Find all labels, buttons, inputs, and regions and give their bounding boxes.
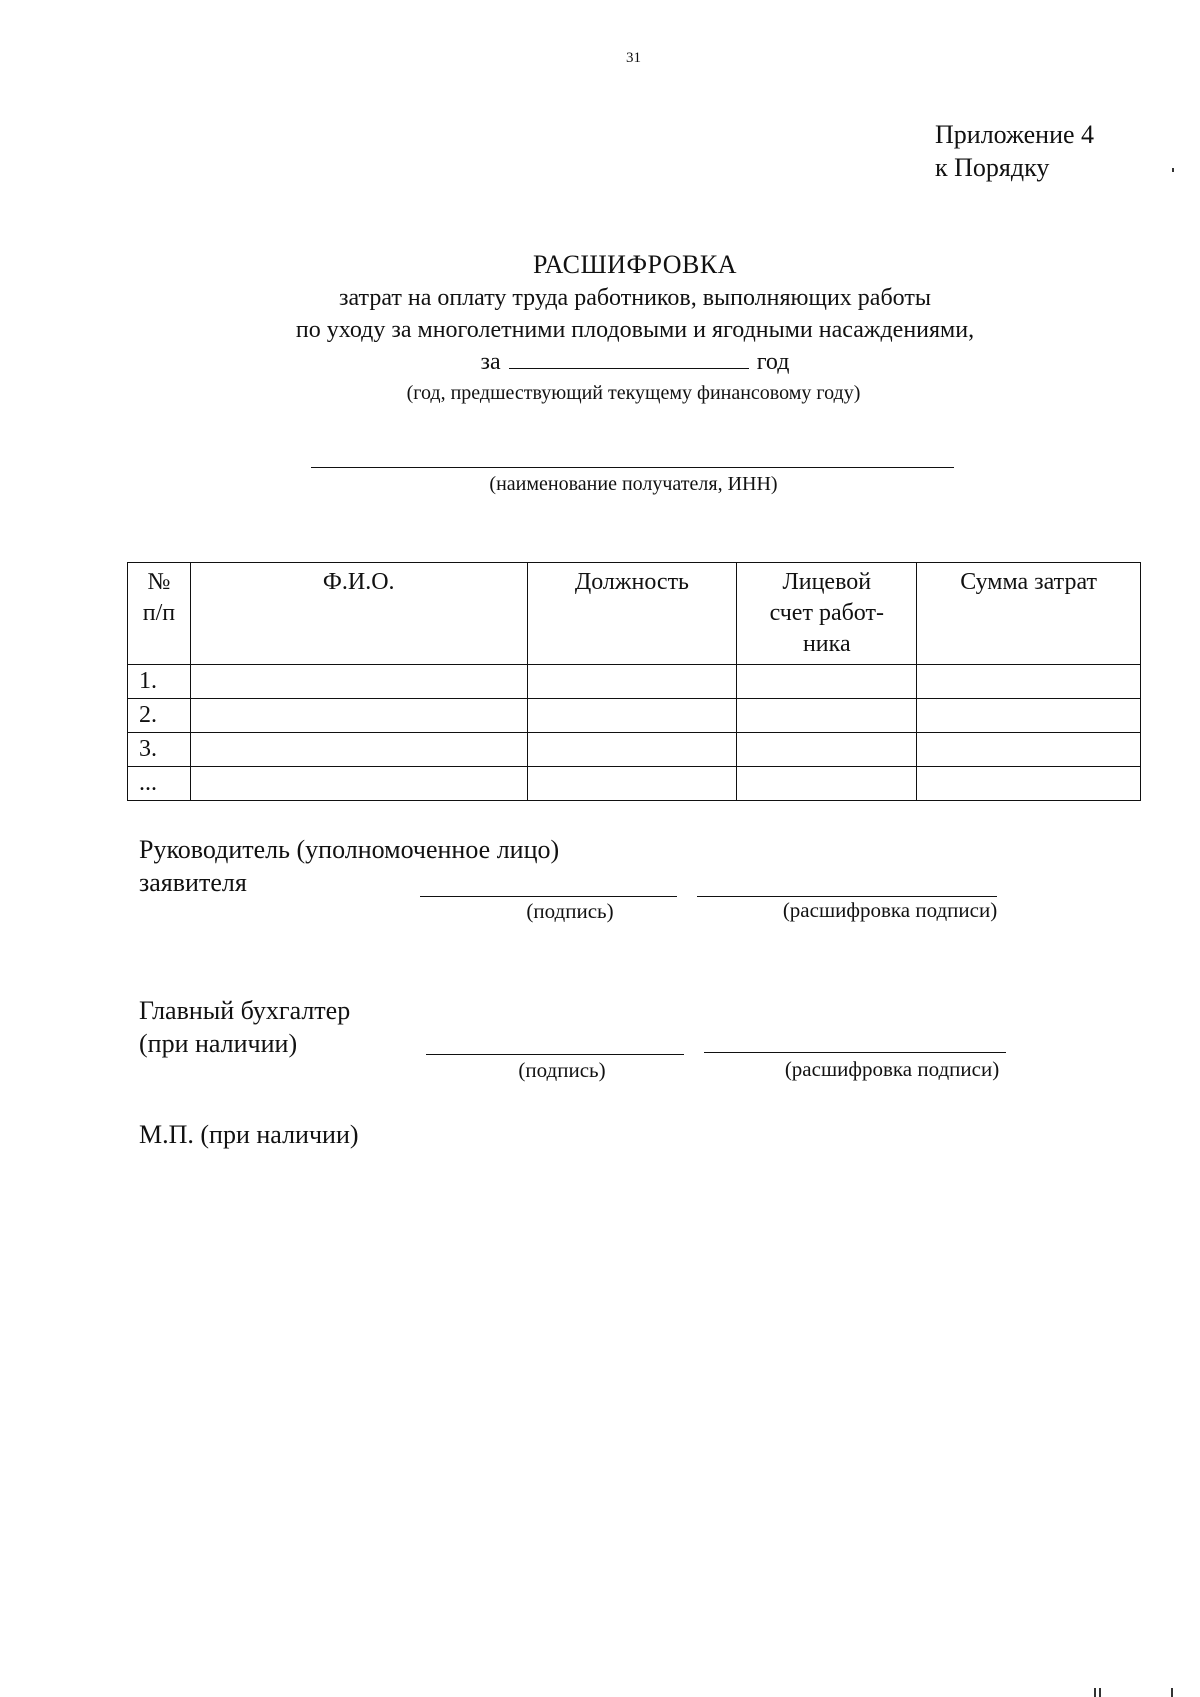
head-signature-caption: (подпись) [526, 899, 614, 923]
position-cell[interactable] [527, 665, 737, 699]
cost-amount-cell[interactable] [917, 699, 1141, 733]
accountant-decoding-caption: (расшифровка подписи) [784, 1057, 1000, 1081]
personal-account-cell[interactable] [737, 733, 917, 767]
accountant-signature-field[interactable] [426, 1054, 684, 1055]
row-number: ... [128, 767, 191, 801]
full-name-cell[interactable] [190, 699, 527, 733]
head-signatory-line-1: Руководитель (уполномоченное лицо) [139, 835, 560, 864]
row-number: 2. [128, 699, 191, 733]
position-cell[interactable] [527, 767, 737, 801]
appendix-line-2: к Порядку [935, 153, 1050, 182]
year-suffix: год [756, 349, 790, 375]
full-name-cell[interactable] [190, 733, 527, 767]
row-number: 1. [128, 665, 191, 699]
page-number: 31 [626, 50, 641, 66]
accountant-signature-decoding-field[interactable] [704, 1052, 1006, 1053]
cost-breakdown-table [127, 562, 1141, 801]
document-title: РАСШИФРОВКА [532, 250, 738, 279]
accountant-line-1: Главный бухгалтер [139, 996, 351, 1025]
document-subtitle-line-1: затрат на оплату труда работников, выполняющих работы [339, 285, 931, 311]
row-number: 3. [128, 733, 191, 767]
position-cell[interactable] [527, 699, 737, 733]
cost-amount-cell[interactable] [917, 733, 1141, 767]
accountant-line-2: (при наличии) [139, 1029, 298, 1058]
scan-artifact [1094, 1688, 1096, 1697]
document-subtitle-line-2: по уходу за многолетними плодовыми и ягодными насаждениями, [295, 317, 975, 343]
accountant-signature-caption: (подпись) [518, 1058, 606, 1082]
scan-artifact [1099, 1688, 1101, 1697]
year-prefix: за [480, 349, 501, 375]
year-line [0, 346, 1200, 378]
head-signature-decoding-field[interactable] [697, 896, 997, 897]
year-caption: (год, предшествующий текущему финансовому году) [406, 382, 861, 404]
accountant-label [139, 994, 350, 1060]
year-blank-field[interactable] [509, 346, 749, 369]
scan-artifact [1171, 1688, 1173, 1697]
recipient-blank-field[interactable] [311, 467, 954, 468]
personal-account-cell[interactable] [737, 665, 917, 699]
cost-amount-cell[interactable] [917, 767, 1141, 801]
recipient-caption: (наименование получателя, ИНН) [489, 473, 778, 495]
header-position: Должность [527, 563, 737, 665]
position-cell[interactable] [527, 733, 737, 767]
head-signatory-line-2: заявителя [139, 868, 247, 897]
full-name-cell[interactable] [190, 665, 527, 699]
appendix-reference [935, 118, 1094, 184]
head-signatory-label [139, 833, 559, 899]
head-signature-field[interactable] [420, 896, 677, 897]
table-row [128, 699, 1141, 733]
stamp-placeholder: М.П. (при наличии) [139, 1120, 359, 1149]
personal-account-cell[interactable] [737, 767, 917, 801]
header-row-number: № п/п [128, 563, 191, 665]
table-row [128, 733, 1141, 767]
header-cost-amount: Сумма затрат [917, 563, 1141, 665]
appendix-line-1: Приложение 4 [935, 120, 1095, 149]
personal-account-cell[interactable] [737, 699, 917, 733]
header-personal-account: Лицевой счет работ- ника [737, 563, 917, 665]
table-header-row [128, 563, 1141, 665]
scan-artifact [1172, 168, 1174, 172]
header-full-name: Ф.И.О. [190, 563, 527, 665]
document-title-block [0, 248, 1200, 346]
table-row [128, 665, 1141, 699]
full-name-cell[interactable] [190, 767, 527, 801]
table-row [128, 767, 1141, 801]
head-decoding-caption: (расшифровка подписи) [782, 898, 998, 922]
cost-amount-cell[interactable] [917, 665, 1141, 699]
